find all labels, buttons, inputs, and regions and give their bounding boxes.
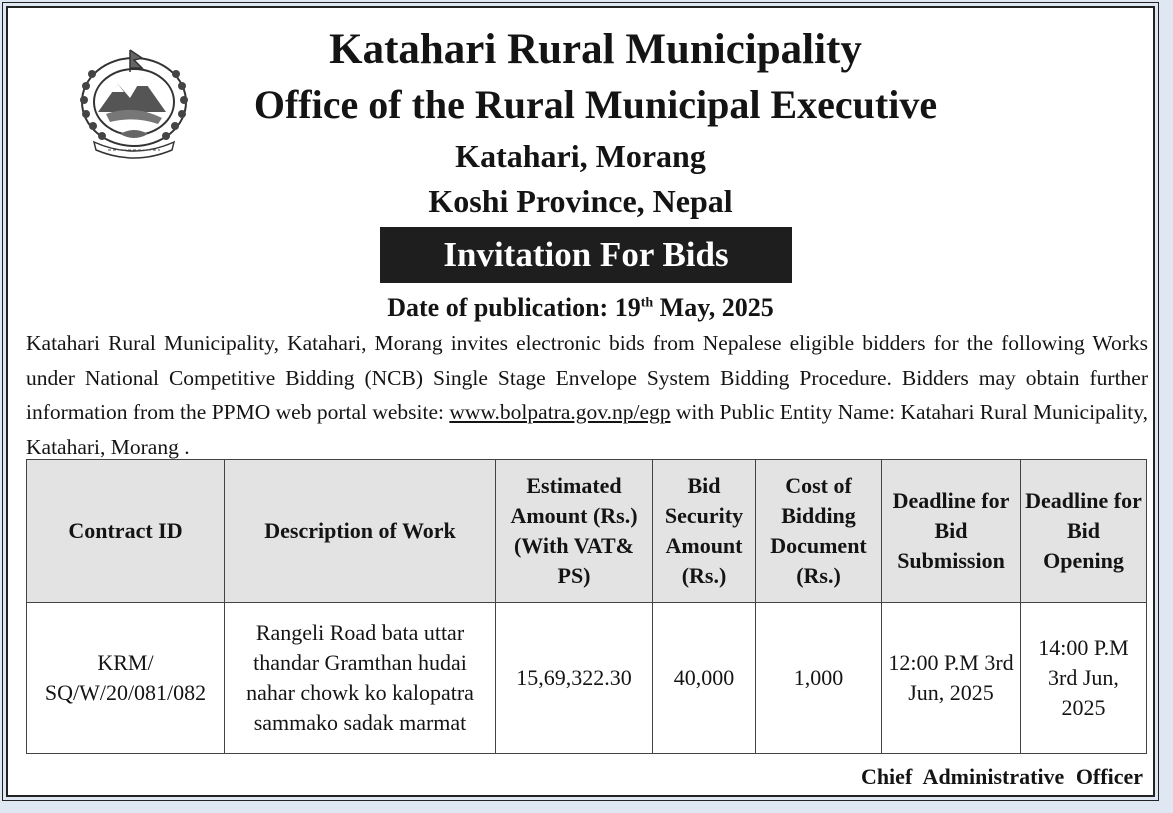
header-cost-of-document: Cost of Bidding Document (Rs.) bbox=[756, 460, 882, 603]
municipality-title: Katahari Rural Municipality bbox=[329, 26, 862, 73]
table-row bbox=[27, 603, 1147, 754]
bids-table bbox=[26, 459, 1147, 754]
publication-date bbox=[8, 291, 1153, 325]
intro-paragraph bbox=[26, 326, 1148, 464]
publication-date-suffix: th bbox=[640, 295, 654, 311]
header-contract-id: Contract ID bbox=[27, 460, 225, 603]
publication-date-rest: May, 2025 bbox=[653, 293, 774, 322]
invitation-heading: Invitation For Bids bbox=[380, 227, 792, 283]
cell-estimated-amount: 15,69,322.30 bbox=[496, 603, 653, 754]
header-submission-deadline: Deadline for Bid Submission bbox=[882, 460, 1021, 603]
intro-text-after: with Public Entity Name: Katahari Rural Municipality, Katahari, Morang . bbox=[26, 400, 1148, 459]
signatory: Chief Administrative Officer bbox=[860, 764, 1143, 789]
header-bid-security: Bid Security Amount (Rs.) bbox=[653, 460, 756, 603]
address-line-1: Katahari, Morang bbox=[455, 138, 706, 174]
header-estimated-amount: Estimated Amount (Rs.) (With VAT& PS) bbox=[496, 460, 653, 603]
cell-bid-security: 40,000 bbox=[653, 603, 756, 754]
cell-submission-deadline: 12:00 P.M 3rd Jun, 2025 bbox=[882, 603, 1021, 754]
cell-contract-id: KRM/ SQ/W/20/081/082 bbox=[27, 603, 225, 754]
address-line-2: Koshi Province, Nepal bbox=[428, 183, 733, 219]
table-header-row bbox=[27, 460, 1147, 603]
publication-date-label: Date of publication: 19 bbox=[387, 293, 641, 322]
header-opening-deadline: Deadline for Bid Opening bbox=[1021, 460, 1147, 603]
ppmo-portal-link[interactable]: www.bolpatra.gov.np/egp bbox=[449, 400, 671, 424]
notice-page bbox=[6, 6, 1155, 797]
intro-text-before: Katahari Rural Municipality, Katahari, Morang invites electronic bids from Nepalese eligible bidders for the following Works under National Competitive Bidding (NCB) Single Stage Envelope System Bidding Procedure. Bidders may obtain further information from the PPMO web portal website: bbox=[26, 331, 1148, 424]
cell-description: Rangeli Road bata uttar thandar Gramthan hudai nahar chowk ko kalopatra sammako sadak marmat bbox=[225, 603, 496, 754]
office-title: Office of the Rural Municipal Executive bbox=[253, 82, 938, 127]
cell-cost-of-document: 1,000 bbox=[756, 603, 882, 754]
cell-opening-deadline: 14:00 P.M 3rd Jun, 2025 bbox=[1021, 603, 1147, 754]
header-description: Description of Work bbox=[225, 460, 496, 603]
